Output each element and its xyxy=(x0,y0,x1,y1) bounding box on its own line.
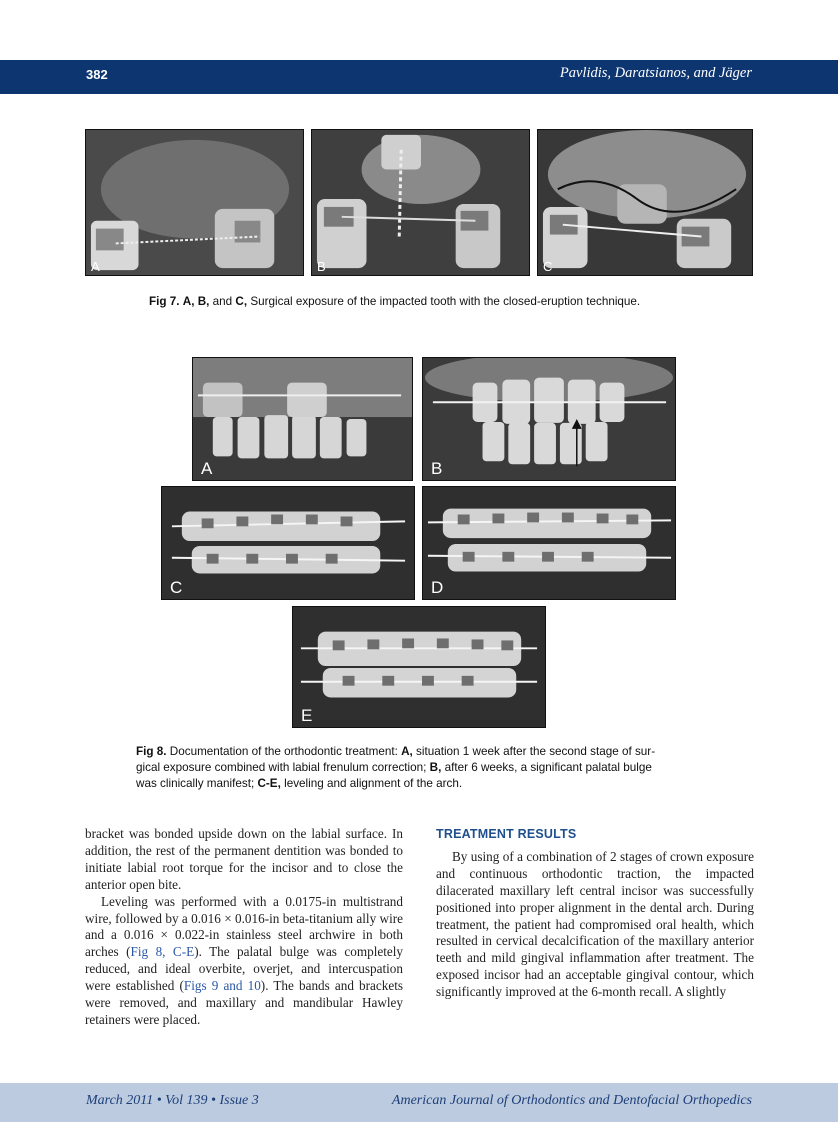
fig7-caption-ab: A, B, xyxy=(182,295,210,308)
running-authors: Pavlidis, Daratsianos, and Jäger xyxy=(559,65,752,81)
running-footer xyxy=(0,1083,838,1122)
body-left-paragraph-2 xyxy=(85,894,403,1029)
section-title-treatment-results: TREATMENT RESULTS xyxy=(436,827,577,841)
fig8-photo-a xyxy=(192,357,413,481)
body-left-p2-part-a: Leveling was performed with a 0.0175-in multistrand wire, followed by a 0.016 × 0.016-in beta-titanium ally wire and a 0.016 × 0.022-in stainless steel archwire in both arches ( xyxy=(85,893,403,960)
body-right-column xyxy=(436,826,754,1001)
figs9-10-reference-link[interactable]: Figs 9 and 10 xyxy=(183,978,261,994)
fig7-caption-c: C, xyxy=(235,295,248,308)
fig8-panel-label-d: D xyxy=(431,578,444,597)
fig8-caption-b-text: after 6 weeks, a significant palatal bulge xyxy=(444,761,652,774)
fig8-panel-label-e: E xyxy=(301,706,313,725)
fig8-photo-e xyxy=(292,606,546,728)
fig7-caption-and: and xyxy=(212,295,233,308)
footer-issue: March 2011 • Vol 139 • Issue 3 xyxy=(86,1093,259,1108)
fig8-panel-label-a: A xyxy=(201,459,213,478)
running-header xyxy=(0,60,838,94)
body-left-p2-part-c: ). The bands and brackets were removed, and maxillary and mandibular Hawley retainers were placed. xyxy=(85,978,403,1027)
fig7-caption xyxy=(149,294,749,310)
fig8-photo-d xyxy=(422,486,676,600)
fig8-caption-line-2 xyxy=(136,760,716,776)
fig8-caption-line-1 xyxy=(136,744,716,760)
fig7-photo-c xyxy=(537,129,753,276)
fig8-caption-b-label: B, xyxy=(429,761,442,774)
fig7-panel-label-b: B xyxy=(317,259,326,274)
fig7-panel-label-c: C xyxy=(543,259,553,274)
page-number: 382 xyxy=(86,67,108,82)
fig8-caption-ce-text: leveling and alignment of the arch. xyxy=(284,777,463,790)
fig8-caption-b-text2: was clinically manifest; xyxy=(136,777,255,790)
fig8-reference-link[interactable]: Fig 8, C-E xyxy=(130,944,195,960)
fig7-photo-b xyxy=(311,129,530,276)
fig7-caption-text: Surgical exposure of the impacted tooth with the closed-eruption technique. xyxy=(250,295,641,308)
fig8-caption xyxy=(136,744,716,792)
fig8-panel-label-c: C xyxy=(170,578,183,597)
fig8-caption-ce-label: C-E, xyxy=(257,777,281,790)
fig8-photo-b xyxy=(422,357,676,481)
fig8-caption-a-label: A, xyxy=(401,745,413,758)
footer-journal: American Journal of Orthodontics and Dentofacial Orthopedics xyxy=(391,1093,752,1108)
body-left-column xyxy=(85,826,403,1029)
body-left-p2-part-b: ). The palatal bulge was completely reduced, and ideal overbite, overjet, and intercuspation were established ( xyxy=(85,944,403,994)
fig7-photo-a xyxy=(85,129,304,276)
fig8-caption-a-text2: gical exposure combined with labial frenulum correction; xyxy=(136,761,427,774)
fig7-caption-label: Fig 7. xyxy=(149,295,180,308)
fig8-panel-label-b: B xyxy=(431,459,443,478)
fig8-caption-label: Fig 8. xyxy=(136,745,167,758)
body-right-paragraph-1: By using of a combination of 2 stages of crown exposure and continuous orthodontic traction, the impacted dilacerated maxillary left central incisor was successfully positioned into proper alignment in the dental arch. During treatment, the patient had compromised oral health, which resulted in cervical decalcification of the maxillary anterior teeth and mild gingival inflammation after treatment. The exposed incisor had an acceptable gingival contour, which significantly improved at the 6-month recall. A slightly xyxy=(436,848,754,1000)
fig8-caption-line-3 xyxy=(136,776,716,792)
body-left-paragraph-1: bracket was bonded upside down on the labial surface. In addition, the rest of the permanent dentition was bonded to initiate labial root torque for the incisor and to close the anterior open bite. xyxy=(85,826,403,892)
fig8-photo-c xyxy=(161,486,415,600)
fig8-caption-a-text: situation 1 week after the second stage of sur- xyxy=(416,745,656,758)
fig8-caption-intro: Documentation of the orthodontic treatment: xyxy=(169,745,398,758)
fig7-panel-label-a: A xyxy=(91,259,100,274)
